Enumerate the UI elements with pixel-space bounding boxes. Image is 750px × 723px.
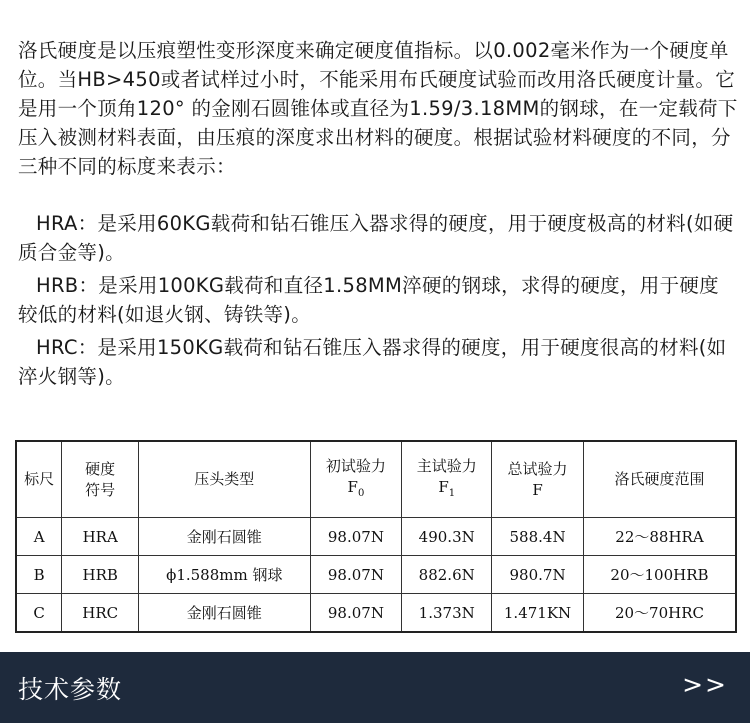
cell-main-force: 882.6N (402, 556, 492, 594)
cell-indenter: 金刚石圆锥 (139, 518, 310, 556)
table-row (16, 556, 736, 594)
hra-description (18, 209, 738, 267)
cell-symbol: HRB (62, 556, 139, 594)
header-main-force: 主试验力 $F_1$ (402, 441, 492, 518)
table-row (16, 594, 736, 633)
cell-scale: C (16, 594, 62, 633)
hrb-text: HRB：是采用100KG载荷和直径1.58MM淬硬的钢球，求得的硬度，用于硬度较低的材料(如退火钢、铸铁等)。 (18, 274, 719, 326)
cell-hardness-range: 20～70HRC (583, 594, 736, 633)
cell-initial-force: 98.07N (310, 518, 402, 556)
tech-params-banner[interactable] (0, 652, 750, 723)
cell-total-force: 980.7N (492, 556, 584, 594)
table-row (16, 518, 736, 556)
hra-text: HRA：是采用60KG载荷和钻石锥压入器求得的硬度，用于硬度极高的材料(如硬质合金等)。 (18, 212, 734, 264)
cell-hardness-range: 20～100HRB (583, 556, 736, 594)
cell-main-force: 1.373N (402, 594, 492, 633)
header-initial-force: 初试验力 $F_0$ (310, 441, 402, 518)
hrc-text: HRC：是采用150KG载荷和钻石锥压入器求得的硬度，用于硬度很高的材料(如淬火钢等)。 (18, 336, 727, 388)
hardness-spec-table (15, 440, 737, 633)
header-indenter: 压头类型 (139, 441, 310, 518)
cell-initial-force: 98.07N (310, 594, 402, 633)
header-scale: 标尺 (16, 441, 62, 518)
header-symbol: 硬度 符号 (62, 441, 139, 518)
header-total-force: 总试验力 F (492, 441, 584, 518)
cell-total-force: 588.4N (492, 518, 584, 556)
cell-symbol: HRC (62, 594, 139, 633)
cell-indenter: ϕ1.588mm 钢球 (139, 556, 310, 594)
banner-title: 技术参数 (18, 675, 123, 704)
cell-main-force: 490.3N (402, 518, 492, 556)
cell-symbol: HRA (62, 518, 139, 556)
cell-indenter: 金刚石圆锥 (139, 594, 310, 633)
intro-paragraph: 洛氏硬度是以压痕塑性变形深度来确定硬度值指标。以0.002毫米作为一个硬度单位。当HB>450或者试样过小时，不能采用布氏硬度试验而改用洛氏硬度计量。它是用一个顶角120° 的金刚石圆锥体或直径为1.59/3.18MM的钢球，在一定载荷下压入被测材料表面，由压痕的深度求出材料的硬度。根据试验材料硬度的不同，分三种不同的标度来表示： (18, 39, 738, 178)
table-header-row (16, 441, 736, 518)
hrc-description (18, 333, 738, 391)
cell-initial-force: 98.07N (310, 556, 402, 594)
more-arrow-icon[interactable]: >> (682, 670, 728, 699)
cell-scale: B (16, 556, 62, 594)
cell-scale: A (16, 518, 62, 556)
cell-hardness-range: 22～88HRA (583, 518, 736, 556)
cell-total-force: 1.471KN (492, 594, 584, 633)
hrb-description (18, 271, 738, 329)
header-hardness-range: 洛氏硬度范围 (583, 441, 736, 518)
